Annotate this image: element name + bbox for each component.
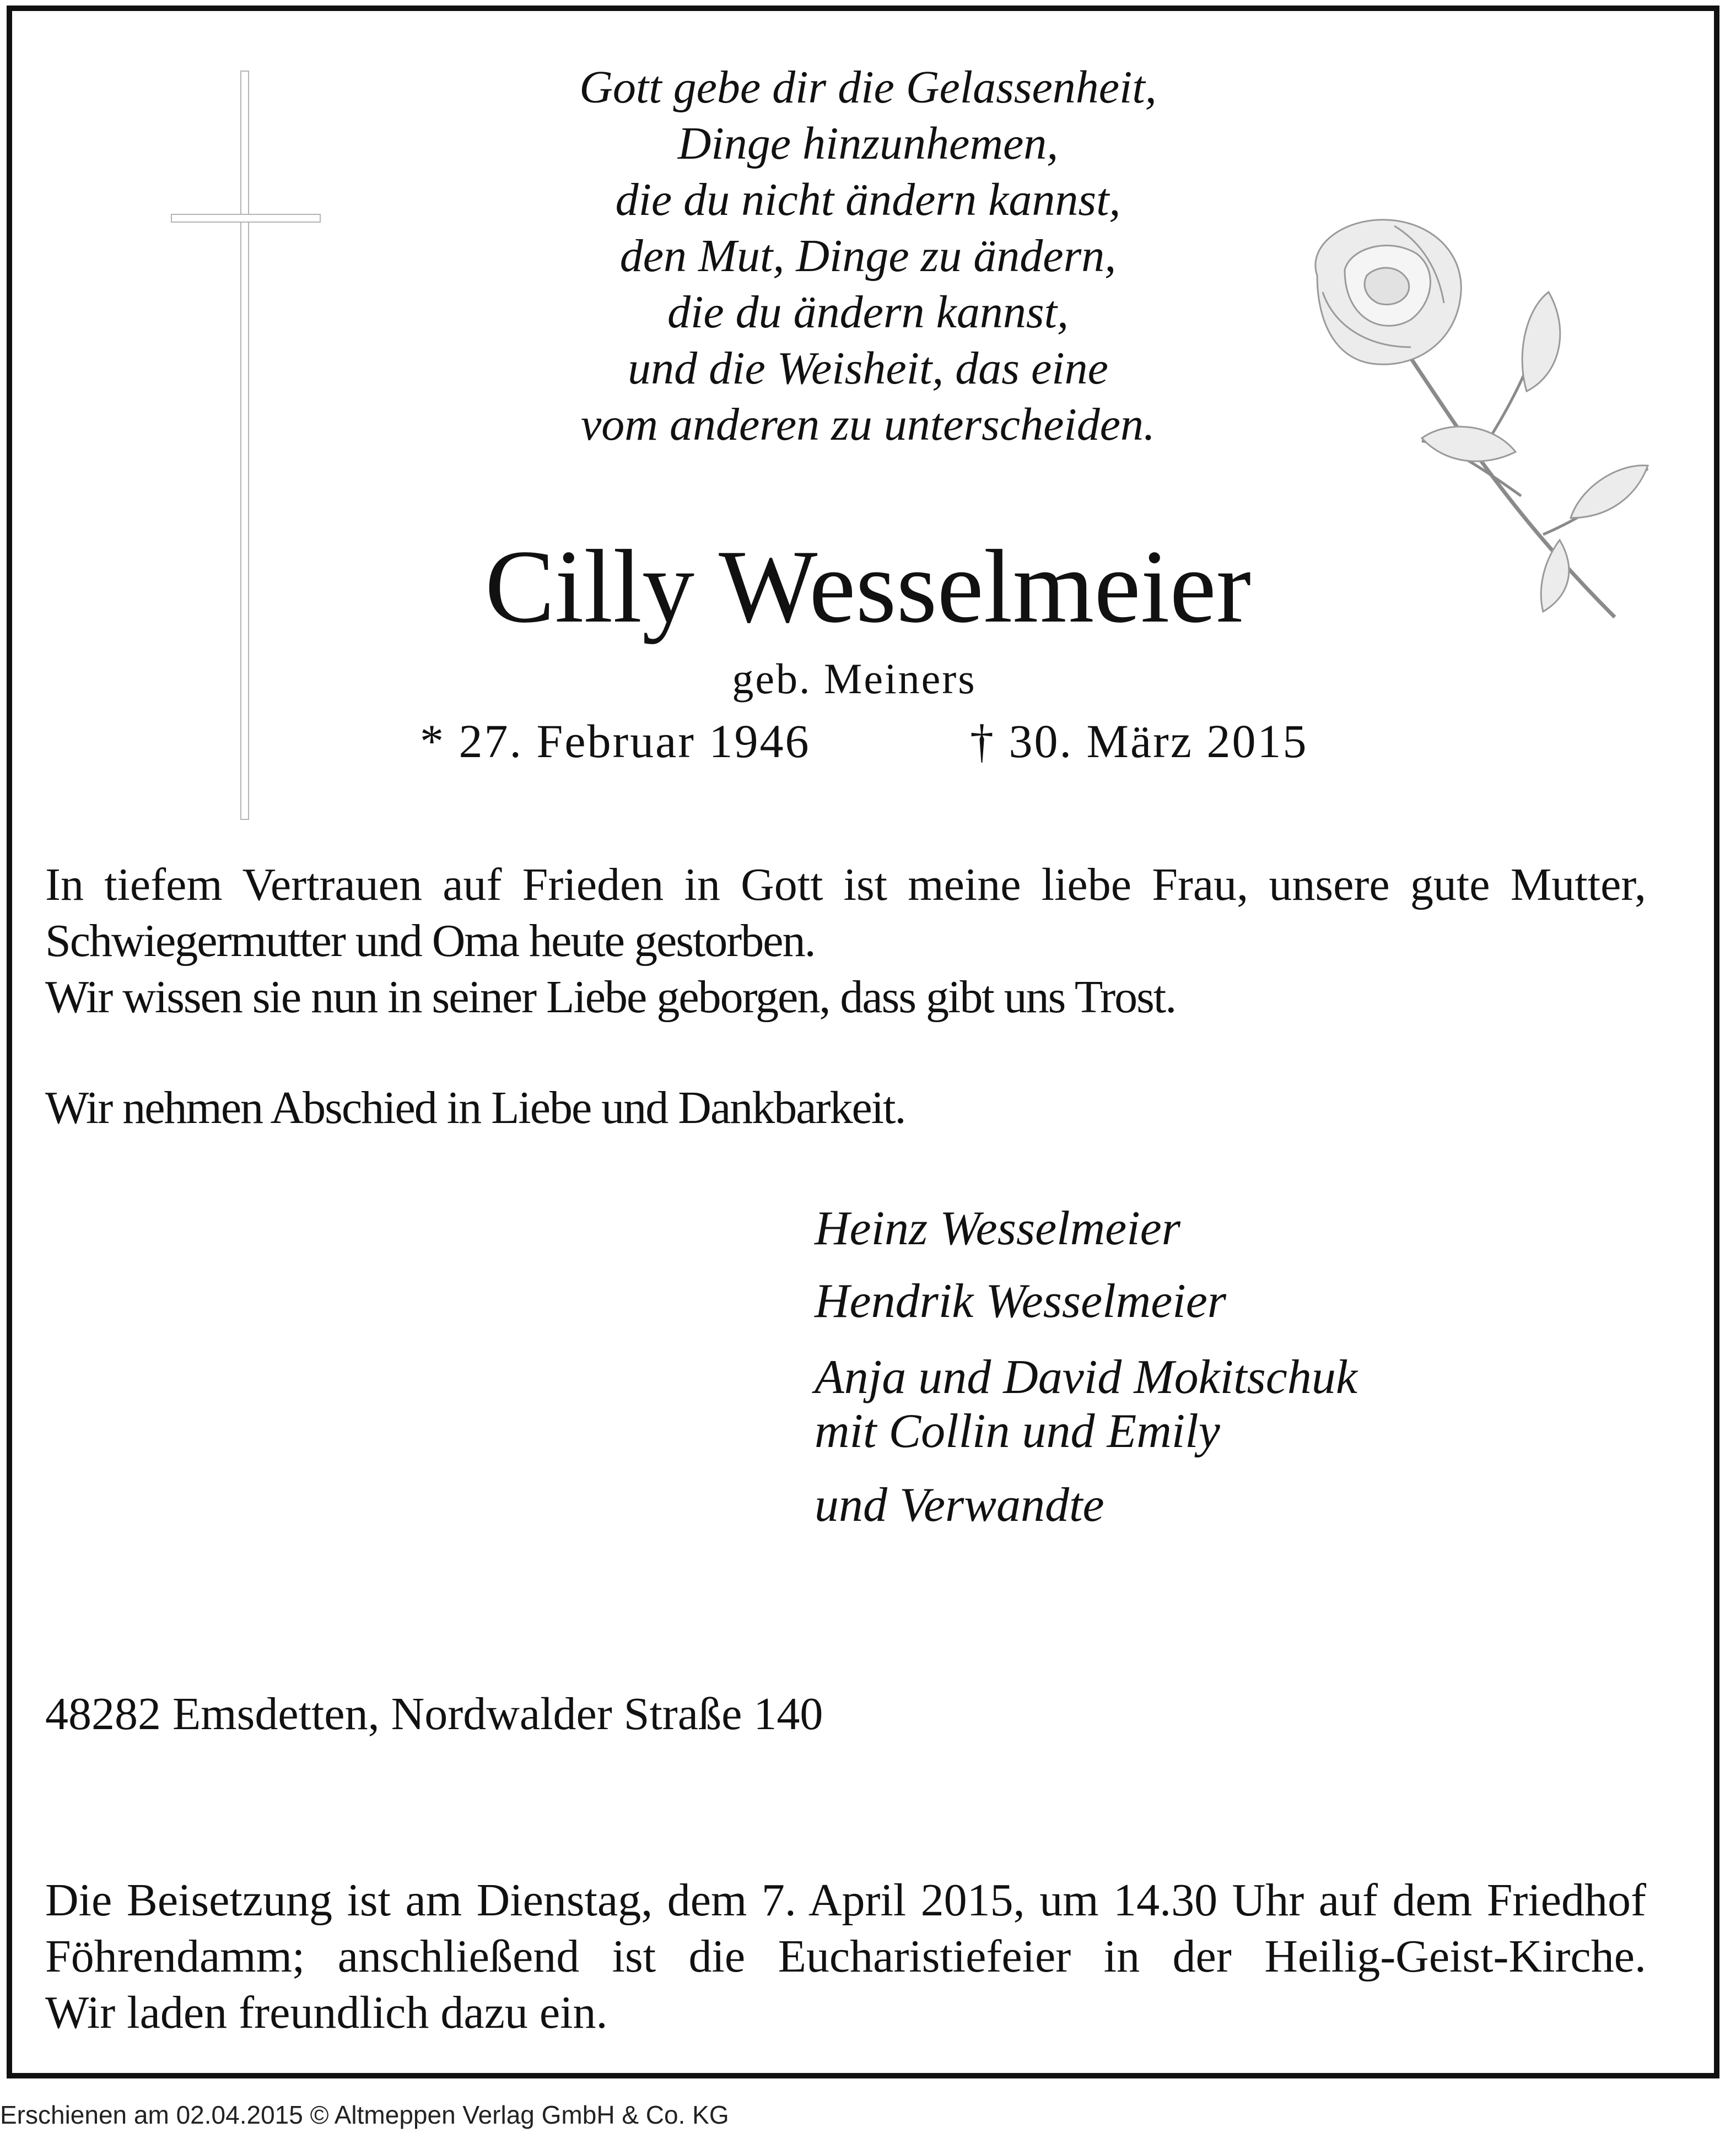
- poem-line: die du ändern kannst,: [667, 287, 1069, 338]
- mourner-name: Heinz Wesselmeier: [815, 1202, 1180, 1255]
- funeral-line: Wir laden freundlich dazu ein.: [45, 1987, 608, 2038]
- deceased-name: Cilly Wesselmeier: [484, 529, 1252, 645]
- mourner-name: und Verwandte: [815, 1478, 1104, 1532]
- birth-date: * 27. Februar 1946: [420, 715, 811, 768]
- publication-footer: Erschienen am 02.04.2015 © Altmeppen Verlag GmbH & Co. KG: [0, 2101, 729, 2129]
- address: 48282 Emsdetten, Nordwalder Straße 140: [45, 1688, 823, 1740]
- farewell-line: Wir nehmen Abschied in Liebe und Dankbarkeit.: [45, 1082, 905, 1133]
- cross-icon-bar: [171, 214, 321, 223]
- mourner-name: Hendrik Wesselmeier: [815, 1275, 1227, 1328]
- poem-line: die du nicht ändern kannst,: [615, 174, 1121, 225]
- poem-line: vom anderen zu unterscheiden.: [581, 399, 1155, 450]
- death-date: † 30. März 2015: [970, 715, 1308, 768]
- announcement-line: Wir wissen sie nun in seiner Liebe geborgen, dass gibt uns Trost.: [45, 971, 1176, 1023]
- announcement-line: In tiefem Vertrauen auf Frieden in Gott ist meine liebe Frau, unsere gute Mutter,: [45, 859, 1646, 910]
- poem: [413, 60, 1323, 453]
- poem-line: und die Weisheit, das eine: [628, 343, 1108, 394]
- poem-line: Dinge hinzunhemen,: [677, 118, 1059, 169]
- poem-line: den Mut, Dinge zu ändern,: [619, 230, 1117, 282]
- announcement-line: Schwiegermutter und Oma heute gestorben.: [45, 915, 815, 966]
- poem-line: Gott gebe dir die Gelassenheit,: [579, 62, 1157, 113]
- funeral-line: Föhrendamm; anschließend ist die Eucharistiefeier in der Heilig-Geist-Kirche.: [45, 1931, 1646, 1982]
- funeral-line: Die Beisetzung ist am Dienstag, dem 7. April 2015, um 14.30 Uhr auf dem Friedhof: [45, 1875, 1646, 1926]
- mourner-name: Anja und David Mokitschuk: [815, 1351, 1357, 1404]
- cross-icon: [240, 71, 249, 820]
- mourner-name: mit Collin und Emily: [815, 1405, 1220, 1458]
- birth-name: geb. Meiners: [732, 655, 977, 703]
